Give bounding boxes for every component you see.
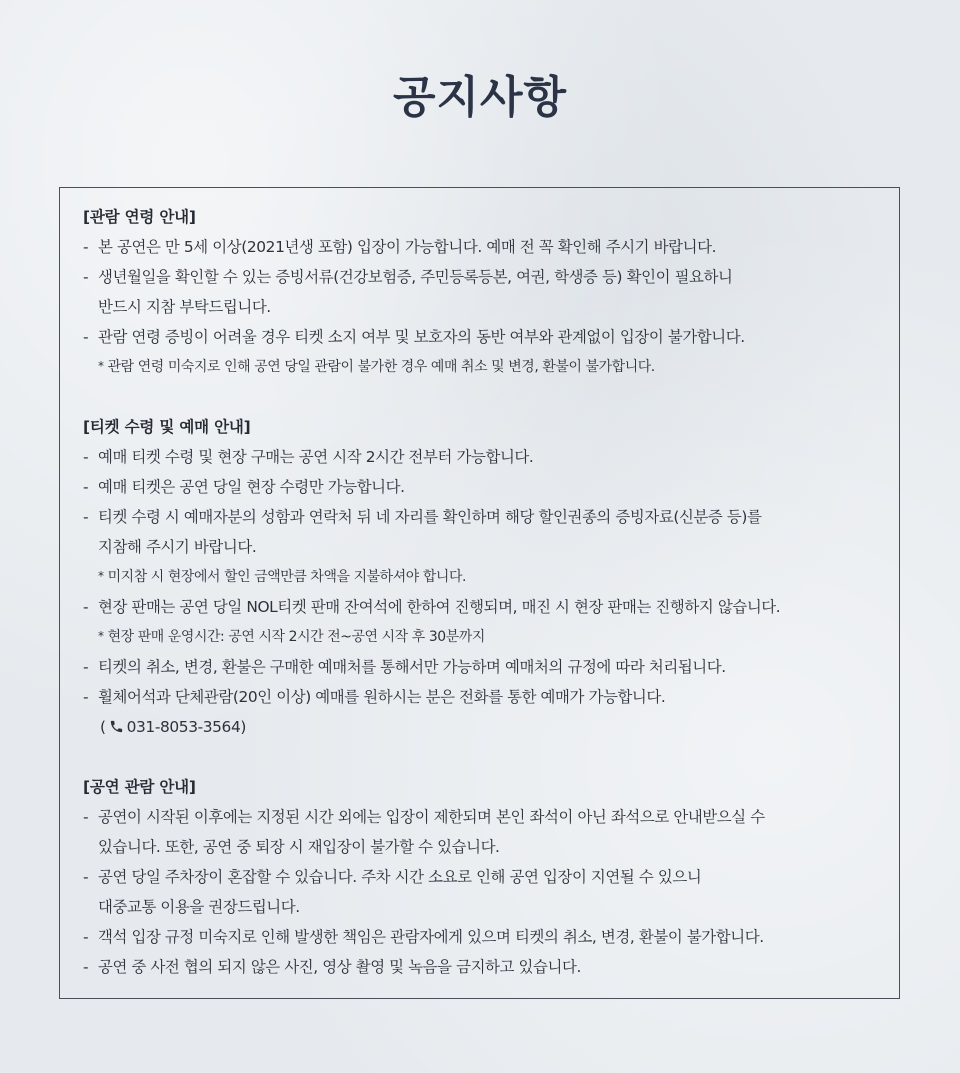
notice-note-text: 현장 판매 운영시간: 공연 시작 2시간 전~공연 시작 후 30분까지 — [107, 629, 485, 645]
notice-item — [83, 802, 899, 832]
notice-item — [83, 862, 899, 892]
page-title: 공지사항 — [392, 72, 567, 123]
notice-item-continuation: 대중교통 이용을 권장드립니다. — [98, 898, 300, 916]
asterisk-bullet: * — [98, 629, 104, 643]
notice-item — [83, 232, 899, 262]
notice-box — [59, 187, 900, 999]
dash-bullet: - — [83, 658, 89, 676]
dash-bullet: - — [83, 328, 89, 346]
notice-note — [83, 352, 899, 382]
notice-item-continuation: 지참해 주시기 바랍니다. — [98, 538, 257, 556]
paren-open: ( — [100, 718, 106, 736]
notice-item — [83, 262, 899, 292]
notice-item-text: 관람 연령 증빙이 어려울 경우 티켓 소지 여부 및 보호자의 동반 여부와 관계없이 입장이 불가합니다. — [98, 328, 745, 346]
dash-bullet: - — [83, 238, 89, 256]
phone-number[interactable]: 031-8053-3564 — [126, 718, 241, 736]
notice-item-text: 공연 당일 주차장이 혼잡할 수 있습니다. 주차 시간 소요로 인해 공연 입장이 지연될 수 있으니 — [98, 868, 702, 886]
notice-section — [83, 772, 899, 982]
notice-item-text: 현장 판매는 공연 당일 NOL티켓 판매 잔여석에 한하여 진행되며, 매진 시 현장 판매는 진행하지 않습니다. — [98, 598, 781, 616]
notice-item-text: 티켓 수령 시 예매자분의 성함과 연락처 뒤 네 자리를 확인하며 해당 할인권종의 증빙자료(신분증 등)를 — [98, 508, 762, 526]
notice-item-text: 객석 입장 규정 미숙지로 인해 발생한 책임은 관람자에게 있으며 티켓의 취소, 변경, 환불이 불가합니다. — [98, 928, 764, 946]
notice-note — [83, 622, 899, 652]
notice-item-text: 공연 중 사전 협의 되지 않은 사진, 영상 촬영 및 녹음을 금지하고 있습니다. — [98, 958, 581, 976]
notice-note-text: 미지참 시 현장에서 할인 금액만큼 차액을 지불하셔야 합니다. — [107, 569, 467, 585]
notice-item-text: 공연이 시작된 이후에는 지정된 시간 외에는 입장이 제한되며 본인 좌석이 아닌 좌석으로 안내받으실 수 — [98, 808, 765, 826]
notice-item-text: 예매 티켓 수령 및 현장 구매는 공연 시작 2시간 전부터 가능합니다. — [98, 448, 534, 466]
notice-item — [83, 652, 899, 682]
notice-item — [83, 952, 899, 982]
notice-item — [83, 922, 899, 952]
notice-item — [83, 442, 899, 472]
notice-item-continuation: 반드시 지참 부탁드립니다. — [98, 298, 271, 316]
notice-item-text: 생년월일을 확인할 수 있는 증빙서류(건강보험증, 주민등록등본, 여권, 학생증 등) 확인이 필요하니 — [98, 268, 733, 286]
notice-item — [83, 502, 899, 532]
dash-bullet: - — [83, 268, 89, 286]
dash-bullet: - — [83, 808, 89, 826]
dash-bullet: - — [83, 688, 89, 706]
notice-item — [83, 472, 899, 502]
section-heading: [티켓 수령 및 예매 안내] — [83, 418, 251, 436]
notice-item-text: 예매 티켓은 공연 당일 현장 수령만 가능합니다. — [98, 478, 405, 496]
dash-bullet: - — [83, 868, 89, 886]
phone-contact — [83, 712, 899, 742]
paren-close: ) — [240, 718, 246, 736]
notice-item — [83, 682, 899, 712]
dash-bullet: - — [83, 598, 89, 616]
dash-bullet: - — [83, 958, 89, 976]
notice-section — [83, 412, 899, 742]
dash-bullet: - — [83, 448, 89, 466]
notice-note — [83, 562, 899, 592]
notice-item — [83, 592, 899, 622]
notice-item-text: 휠체어석과 단체관람(20인 이상) 예매를 원하시는 분은 전화를 통한 예매가 가능합니다. — [98, 688, 666, 706]
section-heading: [공연 관람 안내] — [83, 778, 196, 796]
notice-item-text: 본 공연은 만 5세 이상(2021년생 포함) 입장이 가능합니다. 예매 전 꼭 확인해 주시기 바랍니다. — [98, 238, 717, 256]
dash-bullet: - — [83, 928, 89, 946]
notice-note-text: 관람 연령 미숙지로 인해 공연 당일 관람이 불가한 경우 예매 취소 및 변경, 환불이 불가합니다. — [107, 359, 655, 375]
phone-icon — [109, 719, 124, 734]
section-heading: [관람 연령 안내] — [83, 208, 196, 226]
notice-item — [83, 322, 899, 352]
notice-item-text: 티켓의 취소, 변경, 환불은 구매한 예매처를 통해서만 가능하며 예매처의 규정에 따라 처리됩니다. — [98, 658, 726, 676]
dash-bullet: - — [83, 478, 89, 496]
notice-item-continuation: 있습니다. 또한, 공연 중 퇴장 시 재입장이 불가할 수 있습니다. — [98, 838, 500, 856]
notice-section — [83, 202, 899, 382]
asterisk-bullet: * — [98, 569, 104, 583]
asterisk-bullet: * — [98, 359, 104, 373]
dash-bullet: - — [83, 508, 89, 526]
